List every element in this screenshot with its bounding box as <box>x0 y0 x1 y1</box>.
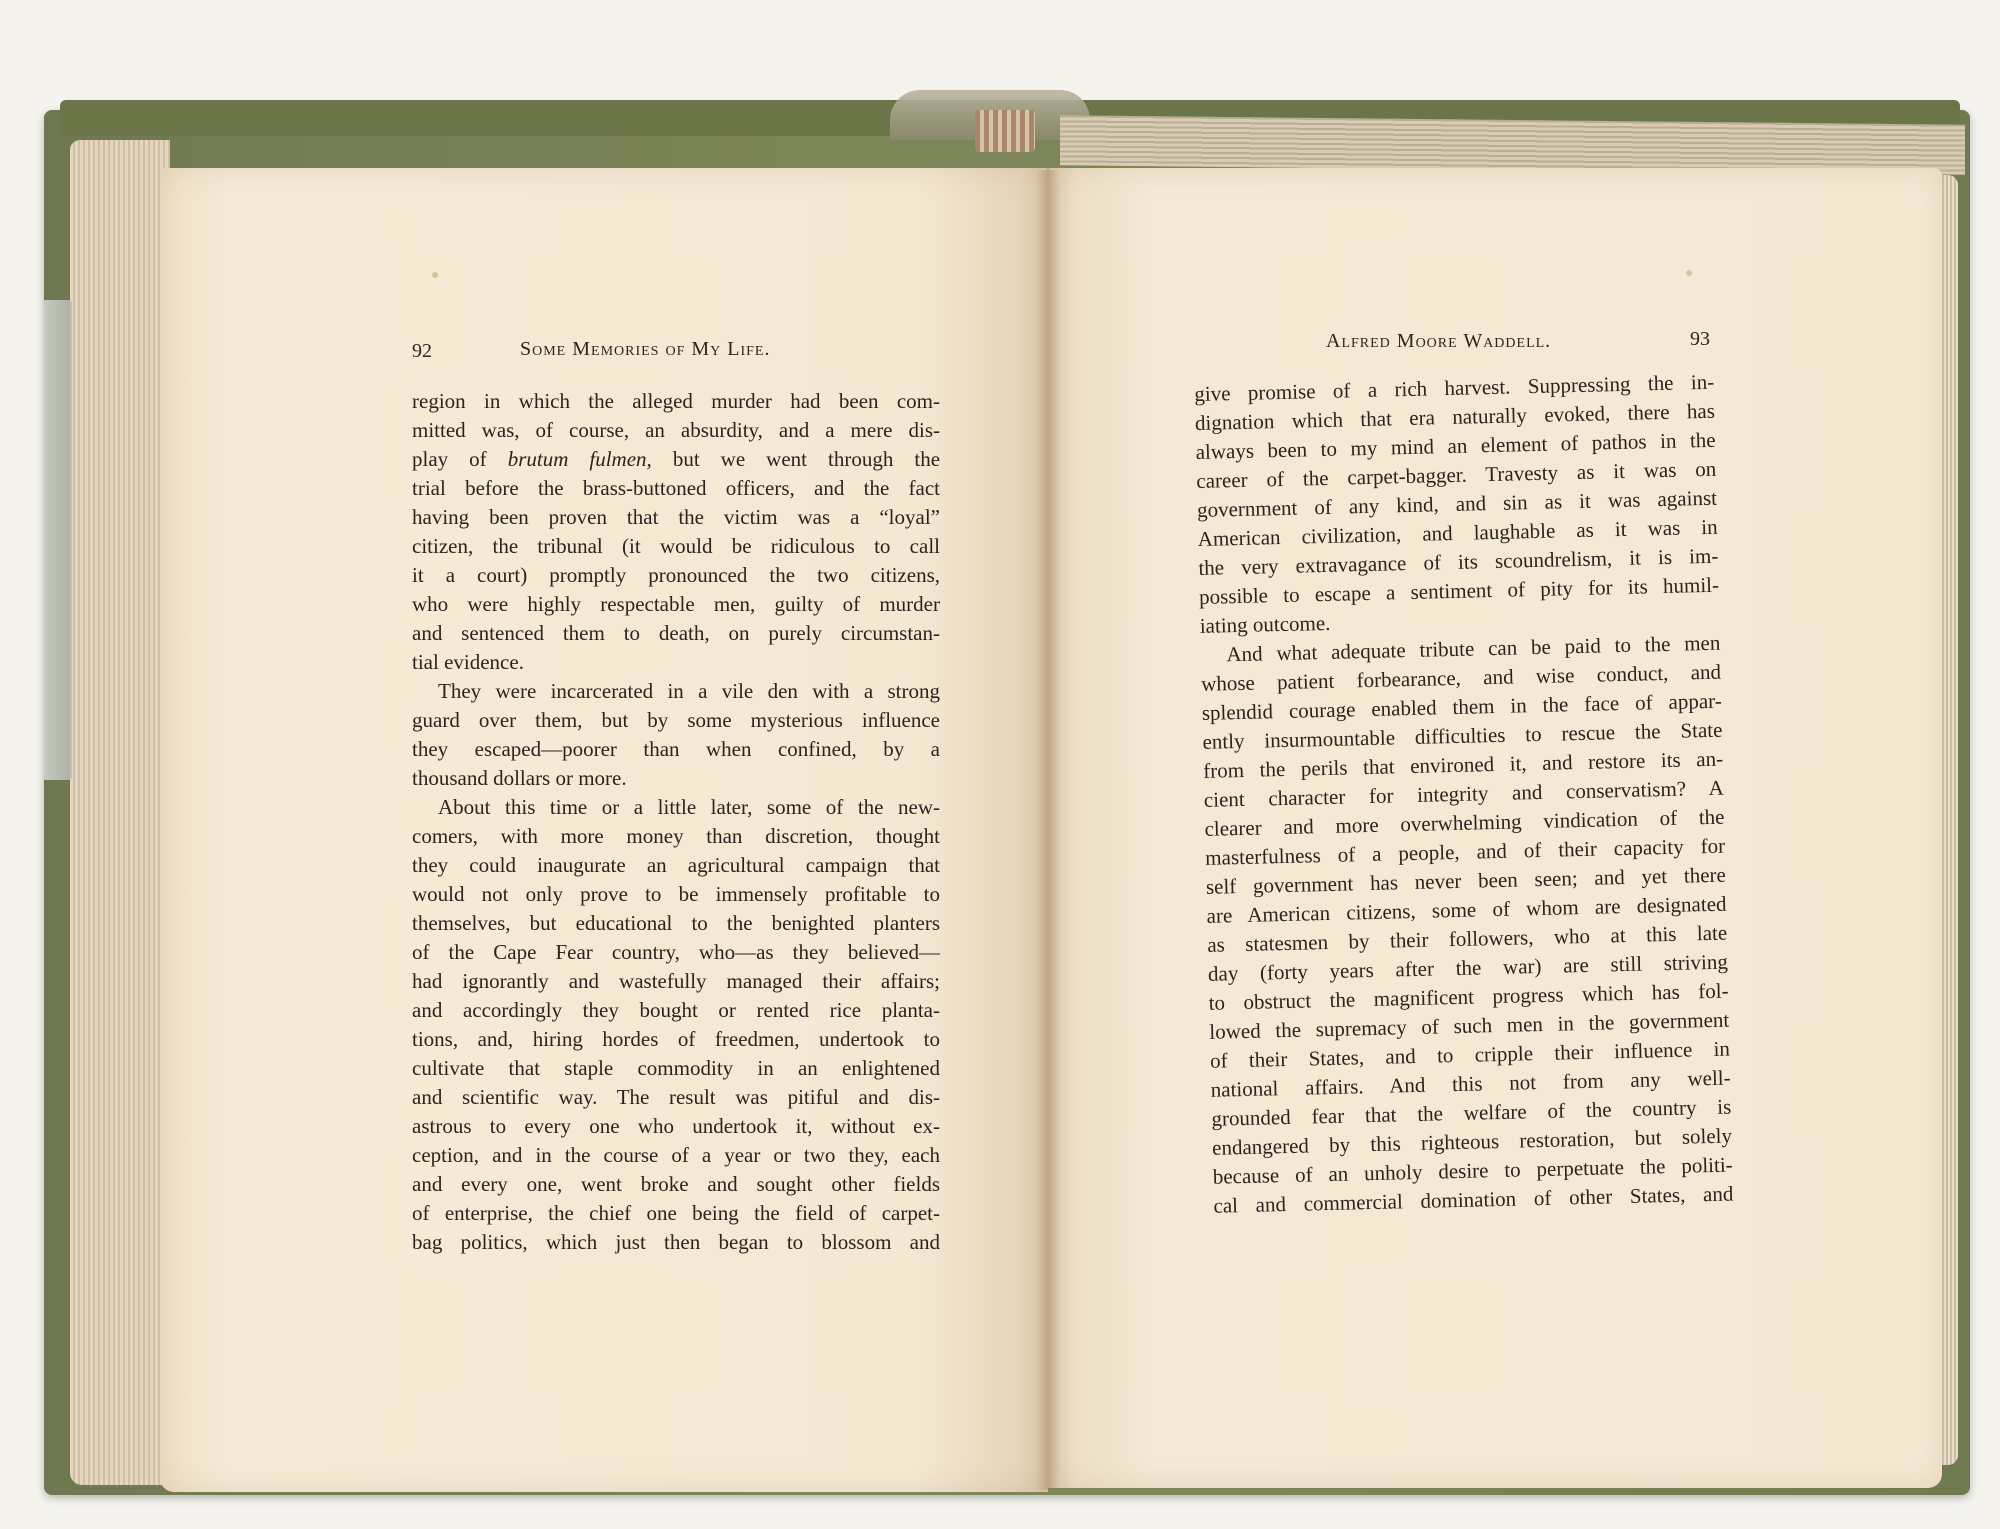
text-line: They were incarcerated in a vile den with a strong <box>438 679 940 703</box>
text-line: they escaped—poorer than when confined, by a <box>412 737 940 761</box>
text-line: day (forty years after the war) are still striving <box>1207 949 1729 986</box>
text-line: had ignorantly and wastefully managed their affairs; <box>412 969 940 993</box>
text-line: ception, and in the course of a year or two they, each <box>412 1143 940 1167</box>
text-line: iating outcome. <box>1199 610 1331 638</box>
text-line: comers, with more money than discretion, thought <box>412 824 940 848</box>
repair-tape <box>42 300 72 780</box>
left-running-head: Some Memories of My Life. <box>520 338 771 360</box>
text-line: grounded fear that the welfare of the country is <box>1211 1094 1732 1131</box>
paper-speck <box>1686 270 1692 276</box>
text-line: clearer and more overwhelming vindication of the <box>1204 804 1725 841</box>
text-line: guard over them, but by some mysterious influence <box>412 708 940 732</box>
paper-speck <box>432 272 438 278</box>
text-line: dignation which that era naturally evoked, there has <box>1194 398 1716 435</box>
page-edges-left <box>70 140 170 1485</box>
text-line: tial evidence. <box>412 650 524 674</box>
text-line: they could inaugurate an agricultural campaign that <box>412 853 940 877</box>
text-line: possible to escape a sentiment of pity for its humil- <box>1198 572 1720 609</box>
text-line: of enterprise, the chief one being the field of carpet- <box>412 1201 940 1225</box>
text-line: About this time or a little later, some of the new- <box>438 795 940 819</box>
text-line: cultivate that staple commodity in an enlightened <box>412 1056 940 1080</box>
text-line: government of any kind, and sin as it was against <box>1196 485 1718 522</box>
left-page-number: 92 <box>412 340 432 362</box>
page-edges-top <box>1060 115 1965 174</box>
text-line: citizen, the tribunal (it would be ridiculous to call <box>412 534 940 558</box>
text-line: masterfulness of a people, and of their capacity for <box>1204 833 1726 870</box>
text-line: and scientific way. The result was pitiful and dis- <box>412 1085 940 1109</box>
text-line: region in which the alleged murder had been com- <box>412 389 940 413</box>
text-line: ently insurmountable difficulties to rescue the State <box>1202 717 1723 754</box>
right-page-number: 93 <box>1690 328 1710 350</box>
text-line: cal and commercial domination of other States, and <box>1213 1181 1734 1218</box>
text-line: having been proven that the victim was a “loyal” <box>412 505 940 529</box>
text-line: self government has never been seen; and yet there <box>1205 862 1727 899</box>
text-line: who were highly respectable men, guilty of murder <box>412 592 940 616</box>
text-line: American civilization, and laughable as it was in <box>1197 514 1718 551</box>
text-line: and every one, went broke and sought other fields <box>412 1172 940 1196</box>
text-line: always been to my mind an element of pathos in the <box>1195 427 1716 464</box>
text-line: whose patient forbearance, and wise conduct, and <box>1200 659 1722 696</box>
text-fragment: play of <box>412 447 508 471</box>
text-line: thousand dollars or more. <box>412 766 627 790</box>
text-line: give promise of a rich harvest. Suppressing the in- <box>1194 369 1715 406</box>
head-band <box>975 110 1035 152</box>
text-line: to obstruct the magnificent progress which has fol- <box>1208 978 1729 1015</box>
text-line: themselves, but educational to the benighted planters <box>412 911 940 935</box>
text-line: astrous to every one who undertook it, without ex- <box>412 1114 940 1138</box>
left-page-text <box>412 387 940 1257</box>
text-fragment: but we went through the <box>651 447 941 471</box>
text-line: it a court) promptly pronounced the two citizens, <box>412 563 940 587</box>
text-line: national affairs. And this not from any well- <box>1210 1065 1731 1102</box>
text-line: of the Cape Fear country, who—as they believed— <box>412 940 940 964</box>
right-page-text <box>1194 368 1734 1221</box>
text-line: mitted was, of course, an absurdity, and a mere dis- <box>412 418 940 442</box>
text-line <box>412 445 940 474</box>
text-line: endangered by this righteous restoration, but solely <box>1211 1123 1733 1160</box>
text-line: from the perils that environed it, and restore its an- <box>1202 746 1724 783</box>
text-line: are American citizens, some of whom are designated <box>1206 891 1727 928</box>
text-line: bag politics, which just then began to blossom and <box>412 1230 940 1254</box>
text-line: would not only prove to be immensely profitable to <box>412 882 940 906</box>
text-line: trial before the brass-buttoned officers, and the fact <box>412 476 940 500</box>
text-line: And what adequate tribute can be paid to the men <box>1226 630 1721 667</box>
right-running-head: Alfred Moore Waddell. <box>1326 330 1552 352</box>
text-line: and sentenced them to death, on purely circumstan- <box>412 621 940 645</box>
text-line: cient character for integrity and conservatism? A <box>1203 775 1725 812</box>
text-line: career of the carpet-bagger. Travesty as it was on <box>1196 456 1717 493</box>
text-line: the very extravagance of its scoundrelism, it is im- <box>1198 543 1719 580</box>
page-edges-right <box>1940 175 1958 1465</box>
text-line: of their States, and to cripple their influence in <box>1209 1036 1731 1073</box>
text-line: lowed the supremacy of such men in the government <box>1209 1007 1730 1044</box>
italic-phrase: brutum fulmen, <box>507 447 652 471</box>
text-line: because of an unholy desire to perpetuate the politi- <box>1212 1152 1733 1189</box>
text-line: splendid courage enabled them in the face of appar- <box>1201 688 1722 725</box>
text-line: tions, and, hiring hordes of freedmen, undertook to <box>412 1027 940 1051</box>
text-line: as statesmen by their followers, who at this late <box>1207 920 1728 957</box>
text-line: and accordingly they bought or rented rice planta- <box>412 998 940 1022</box>
book-gutter <box>1036 170 1060 1490</box>
